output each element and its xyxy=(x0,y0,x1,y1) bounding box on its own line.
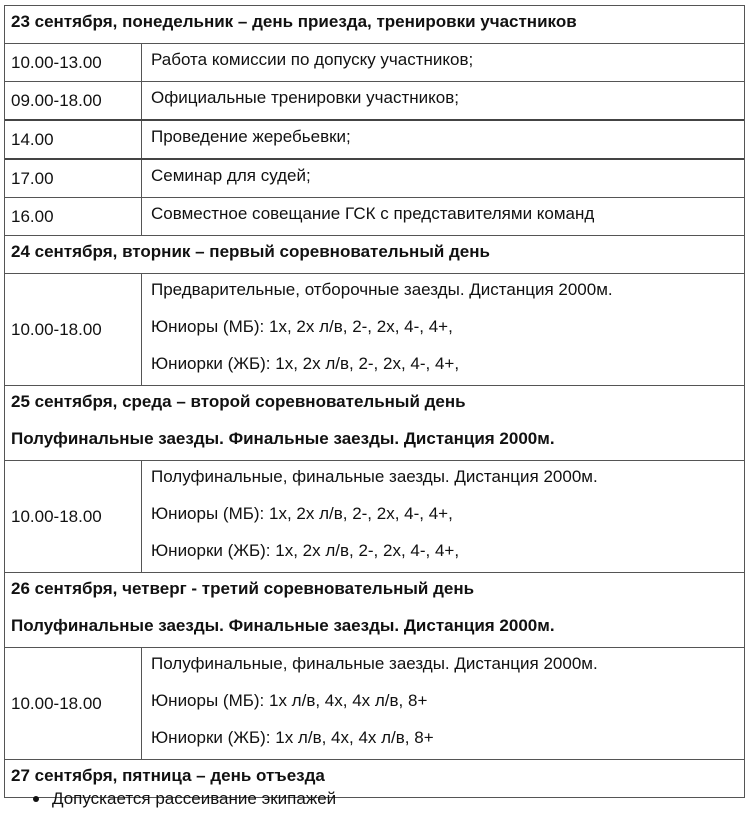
description-line: Полуфинальные, финальные заезды. Дистанция 2000м. xyxy=(151,467,598,486)
description-cell: Проведение жеребьевки; xyxy=(151,127,351,146)
day-header-text: 25 сентября, среда – второй соревновательный день xyxy=(11,392,466,411)
time-cell: 10.00-13.00 xyxy=(5,44,142,81)
day-header-text: 24 сентября, вторник – первый соревновательный день xyxy=(11,242,490,261)
day-header-24-sep xyxy=(5,236,744,274)
time-cell: 14.00 xyxy=(5,121,142,158)
table-row xyxy=(5,44,744,82)
note-text: Допускается рассеивание экипажей xyxy=(52,789,337,808)
day-header-text: 26 сентября, четверг - третий соревновательный день xyxy=(11,579,475,598)
description-line: Юниоры (МБ): 1х л/в, 4х, 4х л/в, 8+ xyxy=(151,691,428,710)
description-cell: Семинар для судей; xyxy=(151,166,311,185)
time-cell: 10.00-18.00 xyxy=(5,648,142,759)
schedule-table xyxy=(4,5,745,798)
bullet-icon xyxy=(33,796,39,802)
table-row xyxy=(5,82,744,121)
description-line: Полуфинальные, финальные заезды. Дистанция 2000м. xyxy=(151,654,598,673)
table-row xyxy=(5,198,744,236)
description-line: Юниоры (МБ): 1х, 2х л/в, 2-, 2х, 4-, 4+, xyxy=(151,317,453,336)
description-cell: Работа комиссии по допуску участников; xyxy=(151,50,474,69)
table-row xyxy=(5,121,744,160)
description-line: Юниорки (ЖБ): 1х л/в, 4х, 4х л/в, 8+ xyxy=(151,728,434,747)
table-row xyxy=(5,274,744,386)
day-header-text: 23 сентября, понедельник – день приезда, тренировки участников xyxy=(11,12,577,31)
day-header-26-sep xyxy=(5,573,744,648)
time-cell: 10.00-18.00 xyxy=(5,274,142,385)
description-line: Юниорки (ЖБ): 1х, 2х л/в, 2-, 2х, 4-, 4+, xyxy=(151,354,460,373)
day-header-text: 27 сентября, пятница – день отъезда xyxy=(11,766,325,785)
table-row xyxy=(5,461,744,573)
day-header-23-sep xyxy=(5,6,744,44)
table-row xyxy=(5,160,744,198)
time-cell: 09.00-18.00 xyxy=(5,82,142,119)
description-cell: Официальные тренировки участников; xyxy=(151,88,459,107)
day-header-25-sep xyxy=(5,386,744,461)
day-subheader-text: Полуфинальные заезды. Финальные заезды. Дистанция 2000м. xyxy=(11,616,555,635)
description-line: Предварительные, отборочные заезды. Дистанция 2000м. xyxy=(151,280,613,299)
time-cell: 17.00 xyxy=(5,160,142,197)
day-subheader-text: Полуфинальные заезды. Финальные заезды. Дистанция 2000м. xyxy=(11,429,555,448)
time-cell: 16.00 xyxy=(5,198,142,235)
note-list-item xyxy=(33,789,336,809)
table-row xyxy=(5,648,744,760)
description-line: Юниорки (ЖБ): 1х, 2х л/в, 2-, 2х, 4-, 4+, xyxy=(151,541,460,560)
description-cell: Совместное совещание ГСК с представителями команд xyxy=(151,204,595,223)
description-line: Юниоры (МБ): 1х, 2х л/в, 2-, 2х, 4-, 4+, xyxy=(151,504,453,523)
time-cell: 10.00-18.00 xyxy=(5,461,142,572)
